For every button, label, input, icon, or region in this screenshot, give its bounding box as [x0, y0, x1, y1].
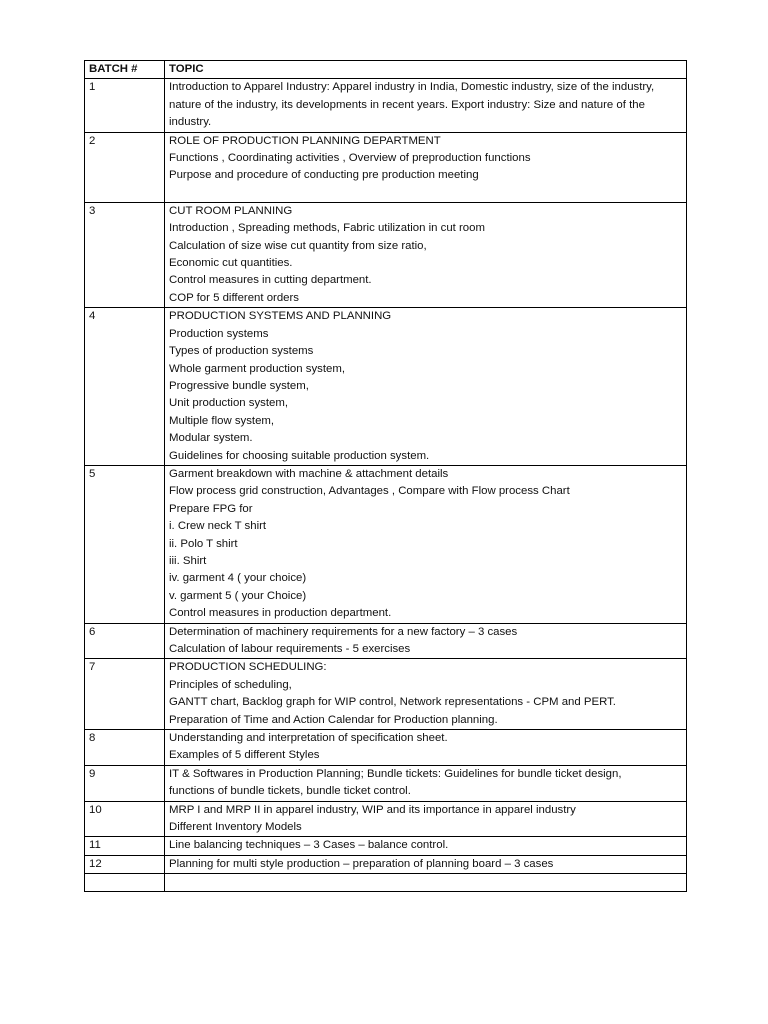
table-row [85, 837, 687, 855]
table-row [85, 79, 687, 132]
blank-line [169, 185, 682, 202]
batch-number: 8 [85, 730, 165, 766]
topic-line: IT & Softwares in Production Planning; Bundle tickets: Guidelines for bundle ticket design, [169, 767, 622, 780]
topic-line: Calculation of size wise cut quantity from size ratio, [169, 239, 427, 252]
topic-line: ii. Polo T shirt [169, 537, 238, 550]
topic-cell [165, 202, 687, 307]
batch-topic-table [84, 60, 687, 892]
empty-topic-cell [165, 874, 687, 892]
topic-line: Determination of machinery requirements for a new factory – 3 cases [169, 625, 518, 638]
topic-line: Understanding and interpretation of specification sheet. [169, 732, 448, 745]
topic-cell [165, 79, 687, 132]
batch-number: 9 [85, 765, 165, 801]
table-row [85, 132, 687, 202]
topic-line: PRODUCTION SYSTEMS AND PLANNING [169, 310, 392, 323]
topic-line: functions of bundle tickets, bundle ticket control. [169, 785, 411, 798]
topic-cell [165, 623, 687, 659]
batch-number: 11 [85, 837, 165, 855]
table-row [85, 801, 687, 837]
topic-line: v. garment 5 ( your Choice) [169, 589, 307, 602]
topic-line: Preparation of Time and Action Calendar for Production planning. [169, 713, 498, 726]
empty-batch-cell [85, 874, 165, 892]
topic-line: Principles of scheduling, [169, 678, 292, 691]
empty-table-row [85, 874, 687, 892]
table-row [85, 730, 687, 766]
topic-line: Guidelines for choosing suitable production system. [169, 449, 430, 462]
table-row [85, 765, 687, 801]
topic-line: Whole garment production system, [169, 362, 345, 375]
topic-line: Purpose and procedure of conducting pre production meeting [169, 169, 479, 182]
topic-line: Line balancing techniques – 3 Cases – balance control. [169, 839, 449, 852]
topic-line: Garment breakdown with machine & attachment details [169, 467, 449, 480]
table-header-row [85, 61, 687, 79]
batch-number: 5 [85, 465, 165, 623]
table-row [85, 308, 687, 466]
topic-line: Planning for multi style production – preparation of planning board – 3 cases [169, 857, 554, 870]
batch-number: 6 [85, 623, 165, 659]
topic-line: Unit production system, [169, 397, 289, 410]
topic-cell [165, 308, 687, 466]
topic-line: ROLE OF PRODUCTION PLANNING DEPARTMENT [169, 134, 441, 147]
table-row [85, 465, 687, 623]
topic-line: Flow process grid construction, Advantages , Compare with Flow process Chart [169, 485, 570, 498]
batch-number: 1 [85, 79, 165, 132]
topic-cell [165, 801, 687, 837]
topic-cell [165, 659, 687, 730]
topic-line: Modular system. [169, 432, 253, 445]
topic-line: iii. Shirt [169, 554, 207, 567]
topic-line: Production systems [169, 327, 269, 340]
topic-line: Functions , Coordinating activities , Overview of preproduction functions [169, 152, 531, 165]
topic-line: Examples of 5 different Styles [169, 749, 320, 762]
topic-cell [165, 855, 687, 873]
topic-line: Introduction , Spreading methods, Fabric utilization in cut room [169, 222, 485, 235]
topic-line: Introduction to Apparel Industry: Apparel industry in India, Domestic industry, size of the industry, nature of the industry, its developments in recent years. Export industry: Size and nature of the industry. [169, 81, 655, 129]
topic-line: iv. garment 4 ( your choice) [169, 572, 307, 585]
topic-line: PRODUCTION SCHEDULING: [169, 661, 327, 674]
topic-line: COP for 5 different orders [169, 291, 300, 304]
topic-line: Calculation of labour requirements - 5 exercises [169, 643, 411, 655]
table-row [85, 659, 687, 730]
topic-line: Economic cut quantities. [169, 257, 293, 270]
topic-line: GANTT chart, Backlog graph for WIP control, Network representations - CPM and PERT. [169, 696, 616, 709]
batch-number: 4 [85, 308, 165, 466]
topic-line: Multiple flow system, [169, 414, 275, 427]
topic-line: Progressive bundle system, [169, 379, 309, 392]
batch-number: 2 [85, 132, 165, 202]
table-row [85, 623, 687, 659]
batch-number: 12 [85, 855, 165, 873]
topic-cell [165, 837, 687, 855]
topic-line: MRP I and MRP II in apparel industry, WIP and its importance in apparel industry [169, 803, 576, 816]
table-row [85, 202, 687, 307]
batch-number: 7 [85, 659, 165, 730]
batch-number: 10 [85, 801, 165, 837]
topic-line: Control measures in cutting department. [169, 274, 372, 287]
topic-line: Different Inventory Models [169, 821, 302, 834]
topic-cell [165, 730, 687, 766]
topic-line: i. Crew neck T shirt [169, 520, 267, 533]
topic-column-header: TOPIC [165, 61, 687, 79]
topic-line: Prepare FPG for [169, 502, 253, 515]
batch-number: 3 [85, 202, 165, 307]
table-row [85, 855, 687, 873]
topic-cell [165, 132, 687, 202]
topic-line: Types of production systems [169, 345, 314, 358]
topic-cell [165, 465, 687, 623]
batch-column-header: BATCH # [85, 61, 165, 79]
topic-line: Control measures in production department. [169, 607, 392, 620]
topic-cell [165, 765, 687, 801]
topic-line: CUT ROOM PLANNING [169, 204, 293, 217]
